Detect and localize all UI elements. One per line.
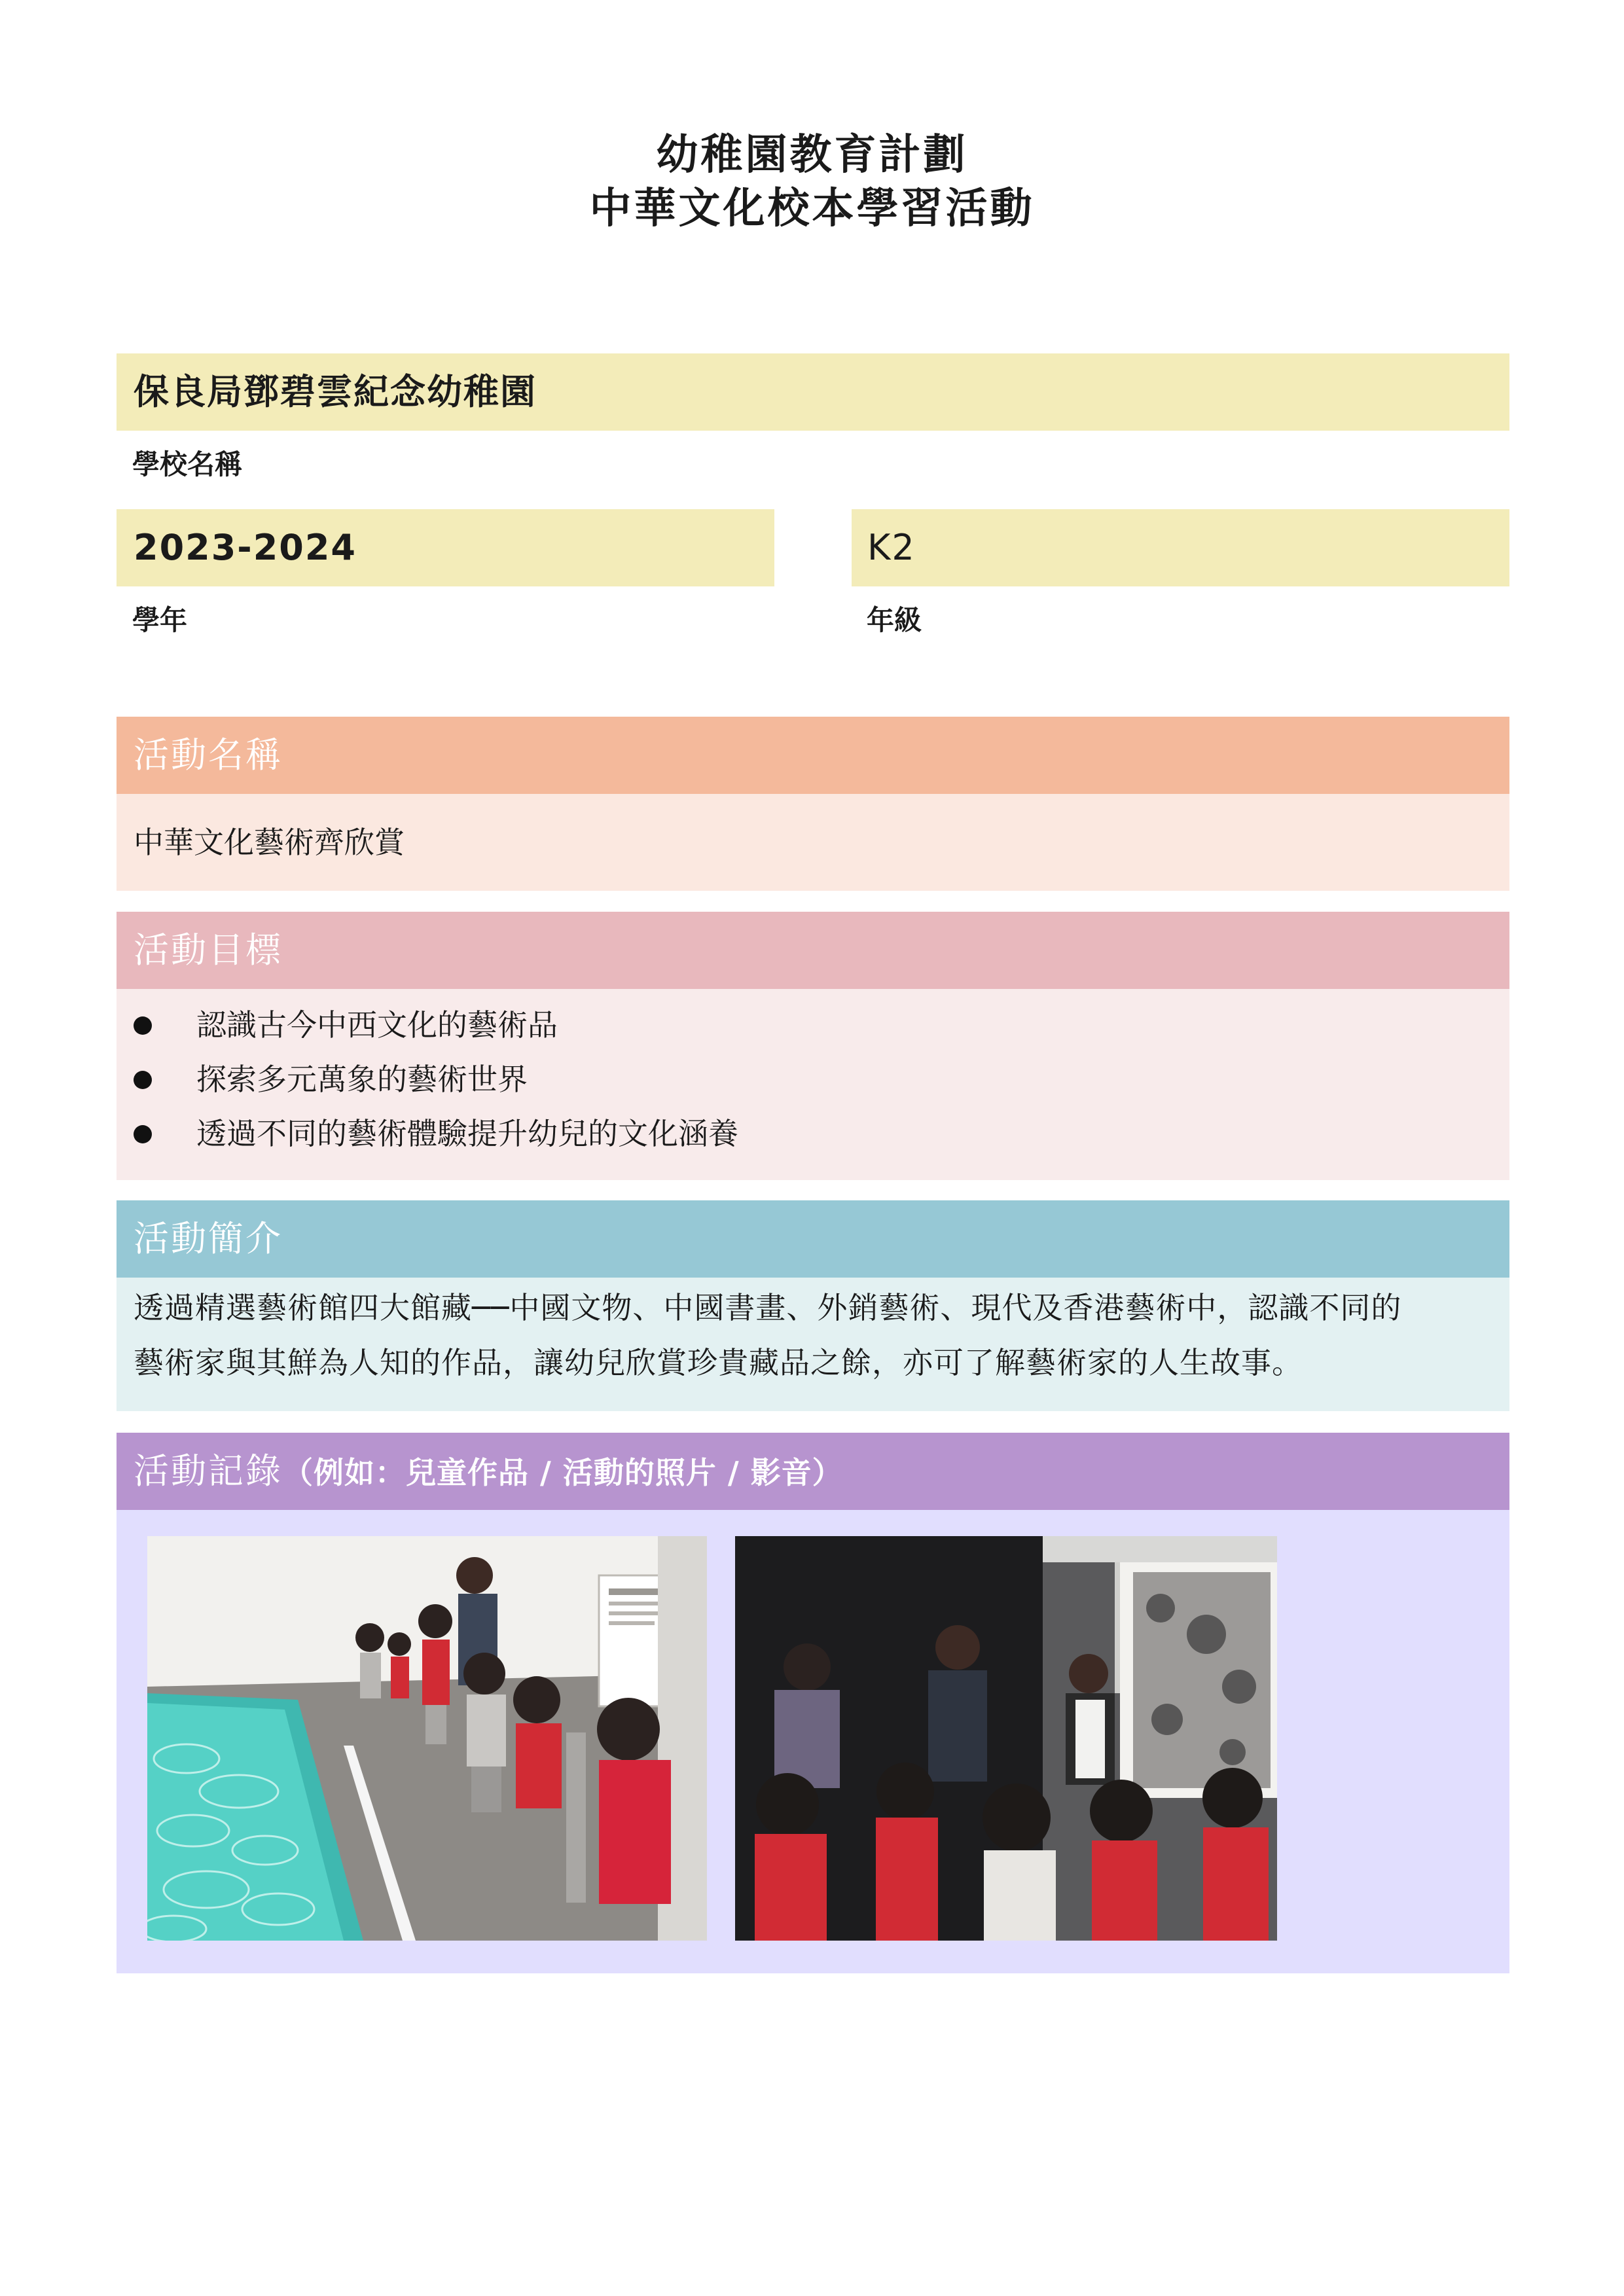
records-body (117, 1510, 1509, 1973)
activity-name-value: 中華文化藝術齊欣賞 (134, 825, 405, 860)
list-item: 認識古今中西文化的藝術品 (131, 998, 1509, 1052)
introduction-line-2: 藝術家與其鮮為人知的作品，讓幼兒欣賞珍貴藏品之餘，亦可了解藝術家的人生故事。 (134, 1345, 1303, 1380)
school-name-label: 學校名稱 (132, 448, 243, 480)
grade-label: 年級 (867, 604, 922, 636)
pool-scene-image (147, 1536, 707, 1941)
gallery-scene-image (735, 1536, 1277, 1941)
records-subheading: （例如：兒童作品 / 活動的照片 / 影音） (283, 1455, 843, 1490)
list-item: 探索多元萬象的藝術世界 (131, 1052, 1509, 1107)
records-heading: 活動記錄 (134, 1450, 283, 1492)
objectives-list (131, 998, 1509, 1161)
introduction-body (117, 1278, 1509, 1411)
introduction-line-1: 透過精選藝術館四大館藏──中國文物、中國書畫、外銷藝術、現代及香港藝術中，認識不同的 (134, 1290, 1402, 1325)
activity-photo-gallery (735, 1536, 1277, 1941)
introduction-heading: 活動簡介 (134, 1218, 283, 1259)
school-year-label: 學年 (132, 604, 188, 636)
school-year-value: 2023-2024 (134, 527, 357, 568)
objectives-body (117, 989, 1509, 1180)
activity-name-header (117, 717, 1509, 794)
page-title (0, 128, 1624, 236)
introduction-header (117, 1200, 1509, 1278)
objectives-heading: 活動目標 (134, 929, 283, 971)
grade-value: K2 (867, 527, 916, 568)
school-year-field (117, 509, 774, 586)
grade-field (852, 509, 1509, 586)
activity-name-heading: 活動名稱 (134, 734, 283, 776)
list-item: 透過不同的藝術體驗提升幼兒的文化涵養 (131, 1107, 1509, 1161)
records-header (117, 1433, 1509, 1510)
title-line-1: 幼稚園教育計劃 (656, 131, 968, 179)
objectives-header (117, 912, 1509, 989)
title-line-2: 中華文化校本學習活動 (589, 185, 1035, 233)
activity-name-body (117, 794, 1509, 891)
school-name-value: 保良局鄧碧雲紀念幼稚園 (134, 371, 537, 412)
school-name-field (117, 353, 1509, 431)
activity-photo-pool (147, 1536, 707, 1941)
